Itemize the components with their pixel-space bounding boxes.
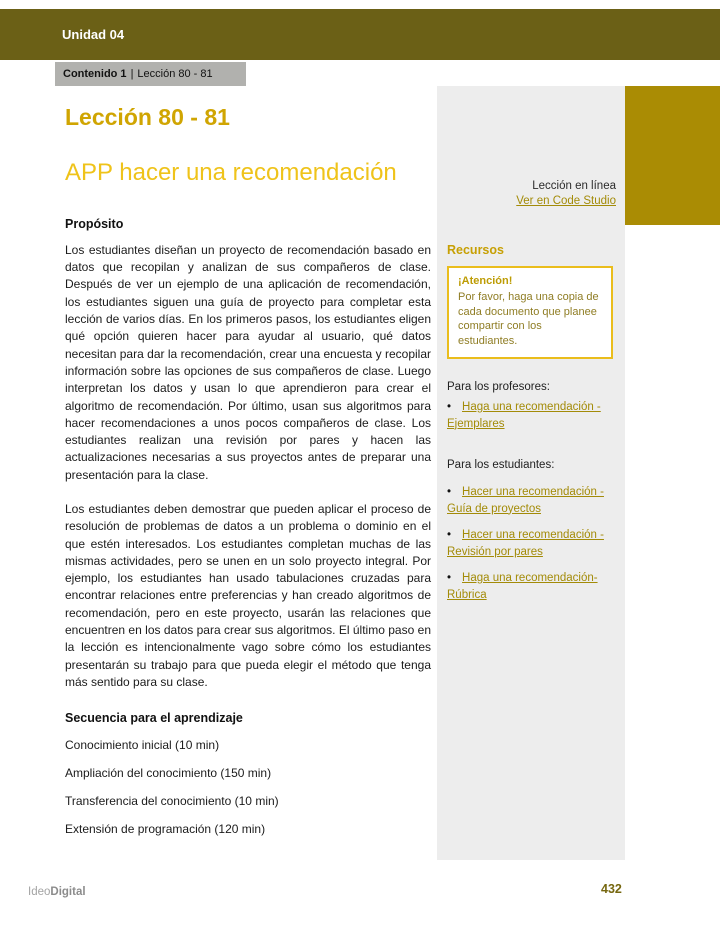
teacher-link-item	[447, 399, 617, 432]
breadcrumb-content-label: Contenido 1	[63, 68, 127, 80]
student-resource-link-guia[interactable]: Hacer una recomendación - Guía de proyectos	[447, 486, 604, 515]
unit-header-bar	[0, 9, 720, 60]
gold-accent-strip	[625, 86, 720, 225]
footer-brand-digital: Digital	[50, 886, 86, 898]
teacher-resource-link-ejemplares[interactable]: Haga una recomendación - Ejemplares	[447, 401, 601, 430]
code-studio-link[interactable]: Ver en Code Studio	[516, 195, 616, 207]
breadcrumb-lesson-label: Lección 80 - 81	[137, 68, 213, 80]
bullet-icon: •	[447, 572, 452, 584]
sequence-heading: Secuencia para el aprendizaje	[65, 711, 243, 726]
online-lesson-block	[516, 179, 616, 209]
footer-brand	[28, 886, 86, 898]
purpose-paragraph-2: Los estudiantes deben demostrar que pueden aplicar el proceso de resolución de problemas de datos a un problema o dominio en el que estén interesados. Los estudiantes completan muchas de las mismas actividades, pero se unen en un solo proyecto integral. Por ejemplo, los estudiantes han usado tabulaciones cruzadas para encontrar relaciones entre preferencias y han creado algoritmos de recomendación, pero en este proyecto, usarán las relaciones que encuentren en los datos para crear sus algoritmos. El último paso en la lección es intencionalmente vago sobre cómo los estudiantes presentarán su trabajo para que pueda elegir el método que tenga más sentido para su clase.	[65, 501, 431, 689]
sequence-item-2: Ampliación del conocimiento (150 min)	[65, 766, 272, 781]
purpose-heading: Propósito	[65, 216, 124, 231]
sequence-item-4: Extensión de programación (120 min)	[65, 822, 266, 837]
bullet-icon: •	[447, 401, 452, 413]
sidebar	[437, 86, 625, 860]
student-links	[447, 484, 617, 613]
teacher-links	[447, 399, 617, 442]
breadcrumb	[55, 62, 246, 86]
students-label: Para los estudiantes:	[447, 459, 555, 471]
bullet-icon: •	[447, 529, 452, 541]
sequence-item-1: Conocimiento inicial (10 min)	[65, 738, 220, 753]
main-content	[65, 104, 431, 838]
bullet-icon: •	[447, 486, 452, 498]
online-lesson-label: Lección en línea	[532, 180, 616, 192]
footer-brand-ideo: Ideo	[28, 886, 51, 898]
student-resource-link-rubrica[interactable]: Haga una recomendación- Rúbrica	[447, 572, 598, 601]
sequence-item-3: Transferencia del conocimiento (10 min)	[65, 794, 279, 809]
student-link-item	[447, 570, 617, 603]
attention-body: Por favor, haga una copia de cada documento que planee compartir con los estudiantes.	[458, 291, 599, 347]
student-link-item	[447, 527, 617, 560]
lesson-title: Lección 80 - 81	[65, 104, 230, 130]
attention-box	[447, 266, 613, 359]
student-resource-link-revision[interactable]: Hacer una recomendación - Revisión por pares	[447, 529, 604, 558]
attention-title: ¡Atención!	[458, 275, 513, 287]
teachers-label: Para los profesores:	[447, 381, 550, 393]
purpose-paragraph-1: Los estudiantes diseñan un proyecto de recomendación basado en datos que recopilan y analizan de sus compañeros de clase. Después de ver un ejemplo de una aplicación de recomendación, los estudiantes siguen una guía de proyecto para completar esta lección de varios días. En los primeros pasos, los estudiantes eligen qué opción quieren hacer para ayudar al usuario, qué datos necesitan para dar la recomendación, crear una encuesta y recopilar información sobre las opciones de sus compañeros de clase. Luego interpretan los datos y usan lo que aprendieron para crear el algoritmo de recomendación. Por último, usan sus algoritmos para hacer recomendaciones a unos pocos compañeros de clase. Los estudiantes realizan una revisión por pares y hacen las actualizaciones necesarias a sus proyectos antes de preparar una presentación para la clase.	[65, 242, 431, 482]
student-link-item	[447, 484, 617, 517]
breadcrumb-separator: |	[130, 68, 134, 80]
resources-heading: Recursos	[447, 243, 504, 257]
lesson-subtitle: APP hacer una recomendación	[65, 159, 397, 187]
unit-title: Unidad 04	[62, 27, 125, 42]
page-number: 432	[601, 882, 622, 896]
